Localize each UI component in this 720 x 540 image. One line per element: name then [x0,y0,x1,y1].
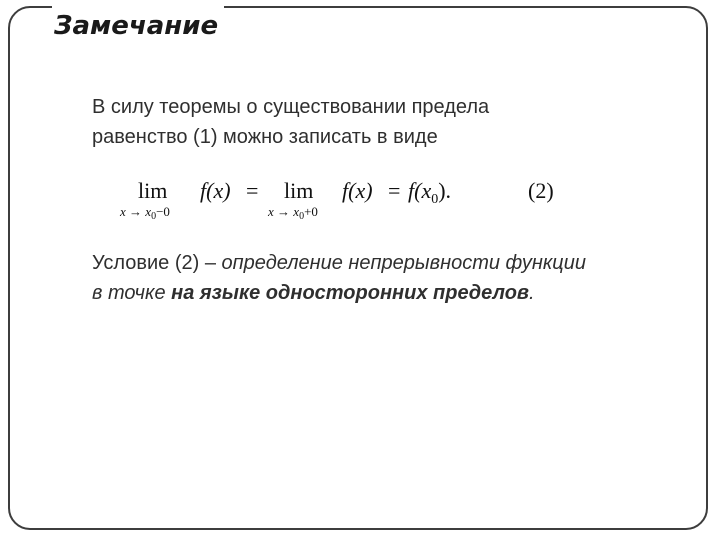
paragraph-line: равенство (1) можно записать в виде [92,126,438,148]
equals-sign: = [246,178,259,203]
paragraph-line: Условие (2) – определение непрерывности функции [92,252,586,274]
lim-right: lim [284,178,314,203]
paragraph-condition [92,248,586,308]
paragraph-line: в точке на языке односторонних пределов. [92,282,535,304]
paragraph-line: В силу теоремы о существовании предела [92,96,490,118]
lim-right-subscript: $x \to x_0+0$ [268,204,318,222]
lim-left-subscript: $x \to x_0-0$ [120,204,170,222]
equation-number: (2) [528,178,554,203]
formula-2 [118,176,568,226]
function-at-x0: $f(x_0)$. [408,178,452,207]
function-left: f(x) [200,178,231,203]
lim-left: lim [138,178,168,203]
paragraph-theorem [92,92,489,152]
equals-sign: = [388,178,401,203]
slide-title: Замечание [52,6,224,46]
function-middle: f(x) [342,178,373,203]
